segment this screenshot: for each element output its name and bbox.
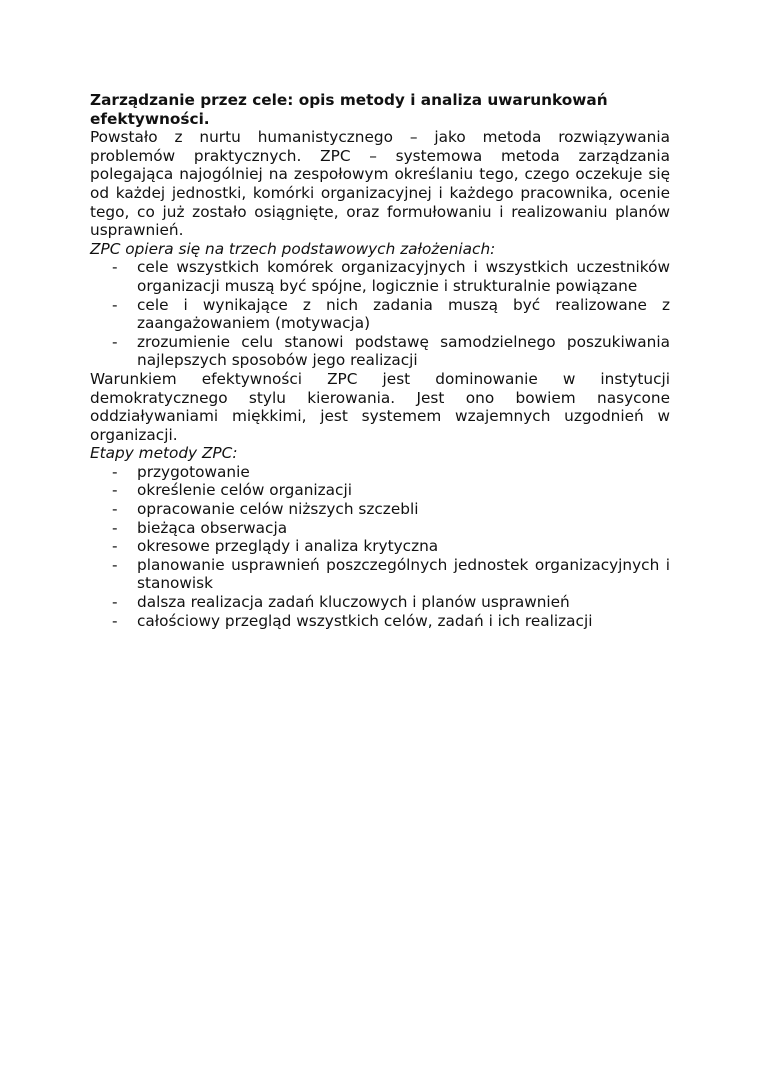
- dash-bullet: -: [112, 258, 118, 277]
- list-item: [112, 593, 670, 612]
- condition-paragraph: Warunkiem efektywności ZPC jest dominowanie w instytucji demokratycznego stylu kierowania. Jest ono bowiem nasycone oddziaływaniami miękkimi, jest systemem wzajemnych uzgodnień w organizacji.: [90, 369, 670, 444]
- list-item-text: planowanie usprawnień poszczególnych jednostek organizacyjnych i stanowisk: [137, 555, 670, 593]
- stages-list: [90, 463, 670, 630]
- list-item-text: okresowe przeglądy i analiza krytyczna: [137, 537, 439, 556]
- dash-bullet: -: [112, 593, 118, 612]
- list-item: [112, 518, 670, 538]
- assumptions-list: [90, 258, 670, 370]
- list-item-text: opracowanie celów niższych szczebli: [137, 500, 419, 519]
- list-item-text: zrozumienie celu stanowi podstawę samodzielnego poszukiwania najlepszych sposobów jego realizacji: [137, 332, 670, 370]
- stages-heading: Etapy metody ZPC:: [90, 444, 238, 463]
- list-item: [112, 481, 670, 500]
- list-item-text: bieżąca obserwacja: [137, 518, 288, 537]
- list-item: [112, 258, 670, 295]
- dash-bullet: -: [112, 462, 118, 481]
- document-title: Zarządzanie przez cele: opis metody i analiza uwarunkowań efektywności.: [90, 91, 608, 128]
- dash-bullet: -: [112, 500, 118, 519]
- list-item-text: cele i wynikające z nich zadania muszą być realizowane z zaangażowaniem (motywacja): [137, 295, 670, 333]
- dash-bullet: -: [112, 481, 118, 500]
- document-body: [90, 91, 670, 630]
- list-item: [112, 462, 670, 482]
- list-item-text: przygotowanie: [137, 462, 250, 481]
- list-item-text: całościowy przegląd wszystkich celów, zadań i ich realizacji: [137, 611, 593, 630]
- dash-bullet: -: [112, 518, 118, 537]
- list-item-text: cele wszystkich komórek organizacyjnych i wszystkich uczestników organizacji muszą być spójne, logicznie i strukturalnie powiązane: [137, 258, 670, 295]
- list-item: [112, 332, 670, 370]
- dash-bullet: -: [112, 537, 118, 556]
- list-item: [112, 500, 670, 519]
- list-item: [112, 555, 670, 593]
- dash-bullet: -: [112, 295, 118, 314]
- dash-bullet: -: [112, 332, 118, 351]
- dash-bullet: -: [112, 611, 118, 630]
- assumptions-heading: ZPC opiera się na trzech podstawowych założeniach:: [90, 239, 496, 258]
- intro-paragraph: Powstało z nurtu humanistycznego – jako metoda rozwiązywania problemów praktycznych. ZPC – systemowa metoda zarządzania polegająca najogólniej na zespołowym określaniu tego, czego oczekuje się od każdej jednostki, komórki organizacyjnej i każdego pracownika, ocenie tego, co już zostało osiągnięte, oraz formułowaniu i realizowaniu planów usprawnień.: [90, 128, 670, 240]
- dash-bullet: -: [112, 555, 118, 574]
- list-item: [112, 611, 670, 631]
- list-item-text: określenie celów organizacji: [137, 481, 352, 500]
- list-item-text: dalsza realizacja zadań kluczowych i planów usprawnień: [137, 593, 570, 612]
- list-item: [112, 295, 670, 333]
- list-item: [112, 537, 670, 556]
